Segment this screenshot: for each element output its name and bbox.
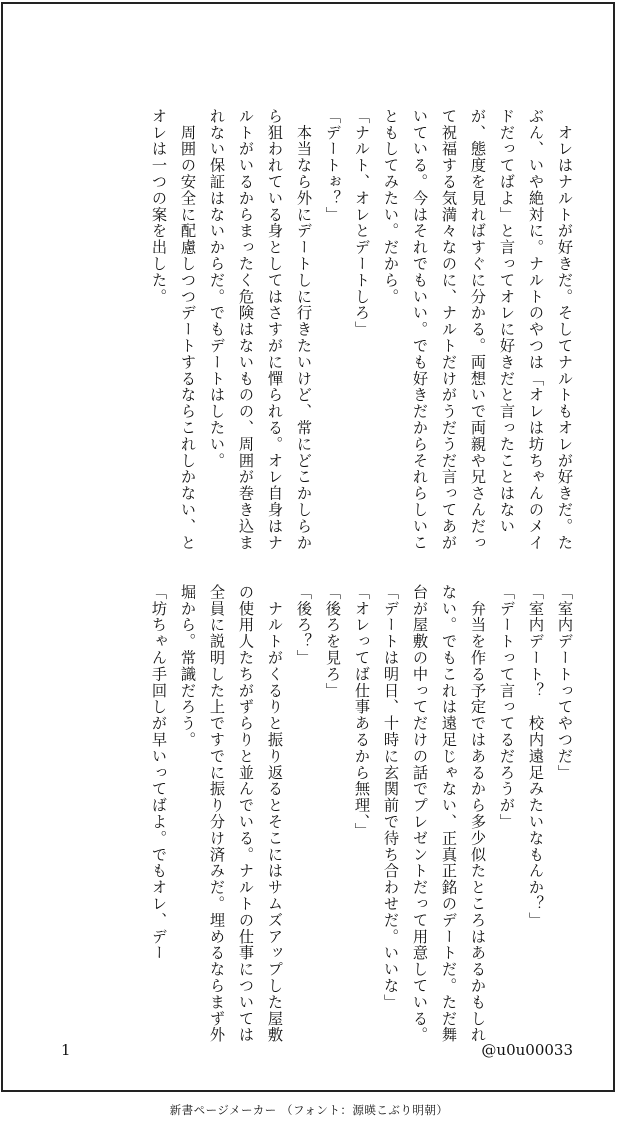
text-column-top: オレはナルトが好きだ。そしてナルトもオレが好きだ。たぶん、いや絶対に。ナルトのやつは「オレは坊ちゃんのメイドだってばよ」と言ってオレに好きだと言ったことはないが、態度を見ればすぐに分かる。両想いで両親や兄さんだって祝福する気満々なのに、ナルトだけがうだうだ言ってあがいている。今はそれでもいい。でも好きだからそれらしいこともしてみたい。だから。 「ナルト、オレとデートしろ」 「デートぉ？」 本当なら外にデートしに行きたいけど、常にどこかしらから狙われている身としてはさすがに憚られる。オレ自身はナルトがいるからまったく危険はないものの、周囲が巻き込まれない保証はないからだ。でもデートはしたい。 周囲の安全に配慮しつつデートするならこれしかない、とオレは一つの案を出した。: [150, 108, 574, 551]
page-number: 1: [61, 1041, 71, 1059]
author-handle: @u0u00033: [481, 1041, 573, 1059]
text-column-bottom: 「室内デートってやつだ」 「室内デート？ 校内遠足みたいなもんか？」 「デートって言ってるだろうが」 弁当を作る予定ではあるから多少似たところはあるかもしれない。でもこれは遠足じゃない、正真正銘のデートだ。ただ舞台が屋敷の中ってだけの話でプレゼントだって用意している。 「デートは明日、十時に玄関前で待ち合わせだ。いいな」 「オレってば仕事あるから無理、」 「後ろを見ろ」 「後ろ？」 ナルトがくるりと振り返るとそこにはサムズアップした屋敷の使用人たちがずらりと並んでいる。ナルトの仕事については全員に説明した上ですでに振り分け済みだ。埋めるならまず外堀から。常識だろう。 「坊ちゃん手回しが早いってばよ。でもオレ、デー: [150, 584, 574, 1044]
page-frame: [1, 2, 615, 1092]
footer-caption: 新書ページメーカー （フォント：源暎こぶり明朝）: [169, 1103, 449, 1117]
